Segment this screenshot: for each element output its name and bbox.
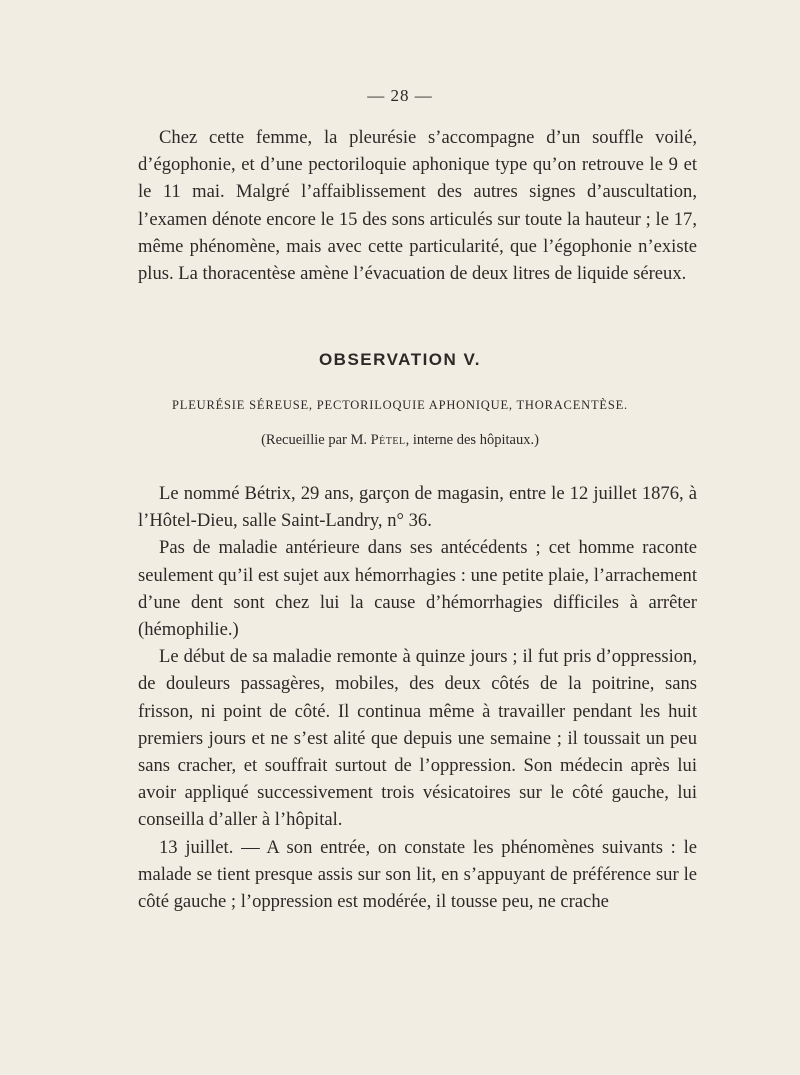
observation-subtitle: PLEURÉSIE SÉREUSE, PECTORILOQUIE APHONIQUE, THORACENTÈSE. xyxy=(172,398,628,412)
observation-title: OBSERVATION V. xyxy=(318,350,482,369)
intro-paragraph: Chez cette femme, la pleurésie s’accompagne d’un souffle voilé, d’égophonie, et d’une pectoriloquie aphonique type qu’on retrouve le 9 et le 11 mai. Malgré l’affaiblissement des autres signes d’auscultation, l’examen dénote encore le 15 des sons articulés sur toute la hauteur ; le 17, même phénomène, mais avec cette particularité, que l’égophonie n’existe plus. La thoracentèse amène l’évacuation de deux litres de liquide séreux. xyxy=(138,127,697,285)
body-paragraph: 13 juillet. — A son entrée, on constate les phénomènes suivants : le malade se tient presque assis sur son lit, en s’appuyant de préférence sur le côté gauche ; l’oppression est modérée, il tousse peu, ne crache xyxy=(138,836,697,913)
observation-credit xyxy=(0,432,800,449)
observation-body xyxy=(138,480,697,915)
body-paragraph: Pas de maladie antérieure dans ses antécédents ; cet homme raconte seulement qu’il est sujet aux hémorrhagies : une petite plaie, l’arrachement d’une dent sont chez lui la cause d’hémorrhagies difficiles à arrêter (hémophilie.) xyxy=(138,537,697,641)
credit-prefix: (Recueillie par M. xyxy=(261,432,371,448)
body-paragraph: Le début de sa maladie remonte à quinze jours ; il fut pris d’oppression, de douleurs passagères, mobiles, des deux côtés de la poitrine, sans frisson, ni point de côté. Il continua même à travailler pendant les huit premiers jours et ne s’est alité que depuis une semaine ; il toussait un peu sans cracher, et souffrait surtout de l’oppression. Son médecin après lui avoir appliqué successivement trois vésicatoires sur le côté gauche, lui conseilla d’aller à l’hôpital. xyxy=(138,646,697,831)
intro-text-block xyxy=(138,124,697,287)
body-paragraph: Le nommé Bétrix, 29 ans, garçon de magasin, entre le 12 juillet 1876, à l’Hôtel-Dieu, salle Saint-Landry, n° 36. xyxy=(138,483,697,532)
credit-suffix: , interne des hôpitaux.) xyxy=(405,432,539,448)
page-number: — 28 — xyxy=(367,86,433,105)
credit-name: Pétel xyxy=(370,432,406,448)
